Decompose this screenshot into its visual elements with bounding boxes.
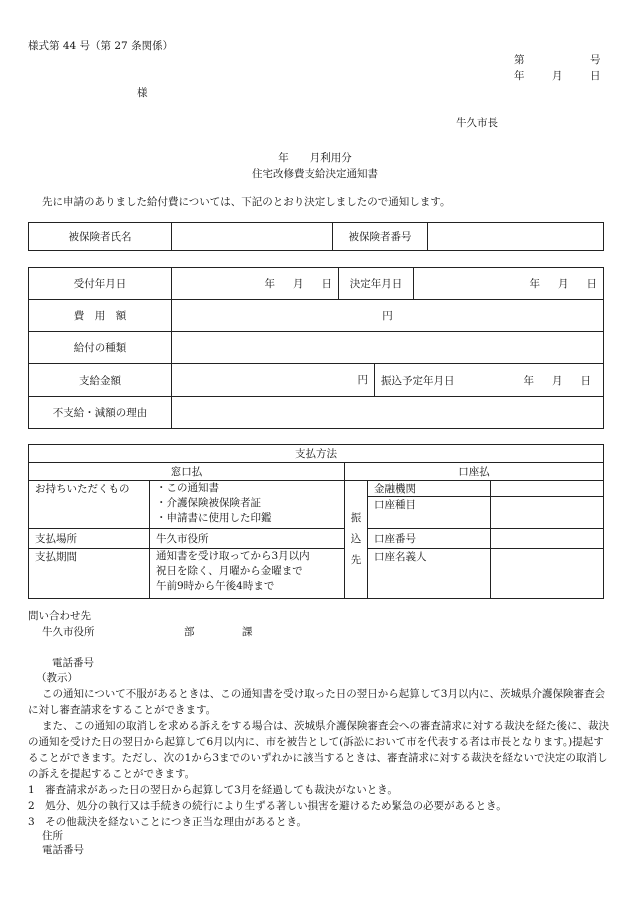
decided-date-value: 年 月 日 [414, 268, 604, 300]
payment-table [28, 444, 604, 599]
date-month: 月 [552, 70, 563, 82]
bank-value [491, 481, 604, 497]
instruction-item-3: 3 その他裁決を経ないことにつき正当な理由があるとき。 [28, 816, 308, 828]
reason-value [172, 397, 604, 429]
instruction-item-2: 2 処分、処分の執行又は手続きの続行により生ずる著しい損害を避けるため緊急の必要があるとき。 [28, 800, 507, 812]
account-type-label: 口座種目 [368, 497, 491, 529]
insured-name-value [172, 223, 333, 251]
period-value: 通知書を受け取ってから3月以内 祝日を除く、月曜から金曜まで 午前9時から午後4時まで [150, 549, 345, 599]
doc-number-prefix: 第 [514, 54, 525, 66]
date-day: 日 [590, 70, 601, 82]
account-holder-label: 口座名義人 [368, 549, 491, 599]
insured-table [28, 222, 604, 251]
bring-label: お持ちいただくもの [29, 481, 150, 529]
amount-label: 支給金額 [29, 364, 172, 397]
amount-row [172, 364, 604, 397]
account-number-label: 口座番号 [368, 529, 491, 549]
cost-label: 費 用 額 [29, 300, 172, 332]
cost-value: 円 [172, 300, 604, 332]
contact-label: 問い合わせ先 [28, 610, 91, 622]
benefit-kind-label: 給付の種類 [29, 332, 172, 364]
insured-number-label: 被保険者番号 [333, 223, 428, 251]
transfer-date-value: 年 月 日 [523, 374, 591, 387]
page-title: 住宅改修費支給決定通知書 [252, 168, 378, 180]
place-value: 牛久市役所 [150, 529, 345, 549]
amount-value: 円 [172, 364, 375, 396]
transfer-date-label: 振込予定年月日 [381, 374, 455, 387]
period-label: 支払期間 [29, 549, 150, 599]
recipient-honorific: 様 [137, 87, 148, 99]
account-type-value [491, 497, 604, 529]
instruction-phone: 電話番号 [42, 844, 84, 856]
contact-section: 課 [242, 626, 253, 638]
reason-label: 不支給・減額の理由 [29, 397, 172, 429]
bring-items: ・この通知書 ・介護保険被保険者証 ・申請書に使用した印鑑 [150, 481, 345, 529]
contact-phone: 電話番号 [52, 657, 94, 669]
contact-department: 部 [184, 626, 195, 638]
instruction-paragraph-2: また、この通知の取消しを求める訴えをする場合は、茨城県介護保険審査会への審査請求に対する裁決を経た後に、裁決の通知を受けた日の翌日から起算して6月以内に、市を被告として(訴訟において市を代表する者は市長となります。)提起することができます。ただし、次の1から3までのいずれかに該当するときは、審査請求に対する裁決を経ないで決定の取消しの訴えを提起することができます。 [28, 720, 609, 780]
instruction-item-1: 1 審査請求があった日の翌日から起算して3月を経過しても裁決がないとき。 [28, 784, 398, 796]
transfer-destination-label: 振 込 先 [345, 481, 368, 599]
place-label: 支払場所 [29, 529, 150, 549]
insured-number-value [428, 223, 604, 251]
date-year: 年 [514, 70, 525, 82]
intro-text: 先に申請のありました給付費については、下記のとおり決定しましたので通知します。 [42, 196, 451, 208]
doc-number-suffix: 号 [590, 54, 601, 66]
received-date-value: 年 月 日 [172, 268, 339, 300]
account-payment-header: 口座払 [345, 463, 604, 481]
instruction-address: 住所 [42, 830, 63, 842]
contact-office: 牛久市役所 [42, 626, 95, 638]
issuer: 牛久市長 [456, 117, 498, 129]
received-date-label: 受付年月日 [29, 268, 172, 300]
usage-period: 年 月利用分 [278, 152, 352, 164]
window-payment-header: 窓口払 [29, 463, 345, 481]
benefit-kind-value [172, 332, 604, 364]
bank-label: 金融機関 [368, 481, 491, 497]
instruction-paragraph-1: この通知について不服があるときは、この通知書を受け取った日の翌日から起算して3月以内に、茨城県介護保険審査会に対し審査請求をすることができます。 [28, 688, 605, 716]
instruction-title: （教示） [36, 672, 78, 684]
payment-title: 支払方法 [29, 445, 604, 463]
decided-date-label: 決定年月日 [339, 268, 414, 300]
insured-name-label: 被保険者氏名 [29, 223, 172, 251]
account-holder-value [491, 549, 604, 599]
account-number-value [491, 529, 604, 549]
form-number: 様式第 44 号（第 27 条関係） [28, 40, 174, 52]
decision-table [28, 267, 604, 429]
